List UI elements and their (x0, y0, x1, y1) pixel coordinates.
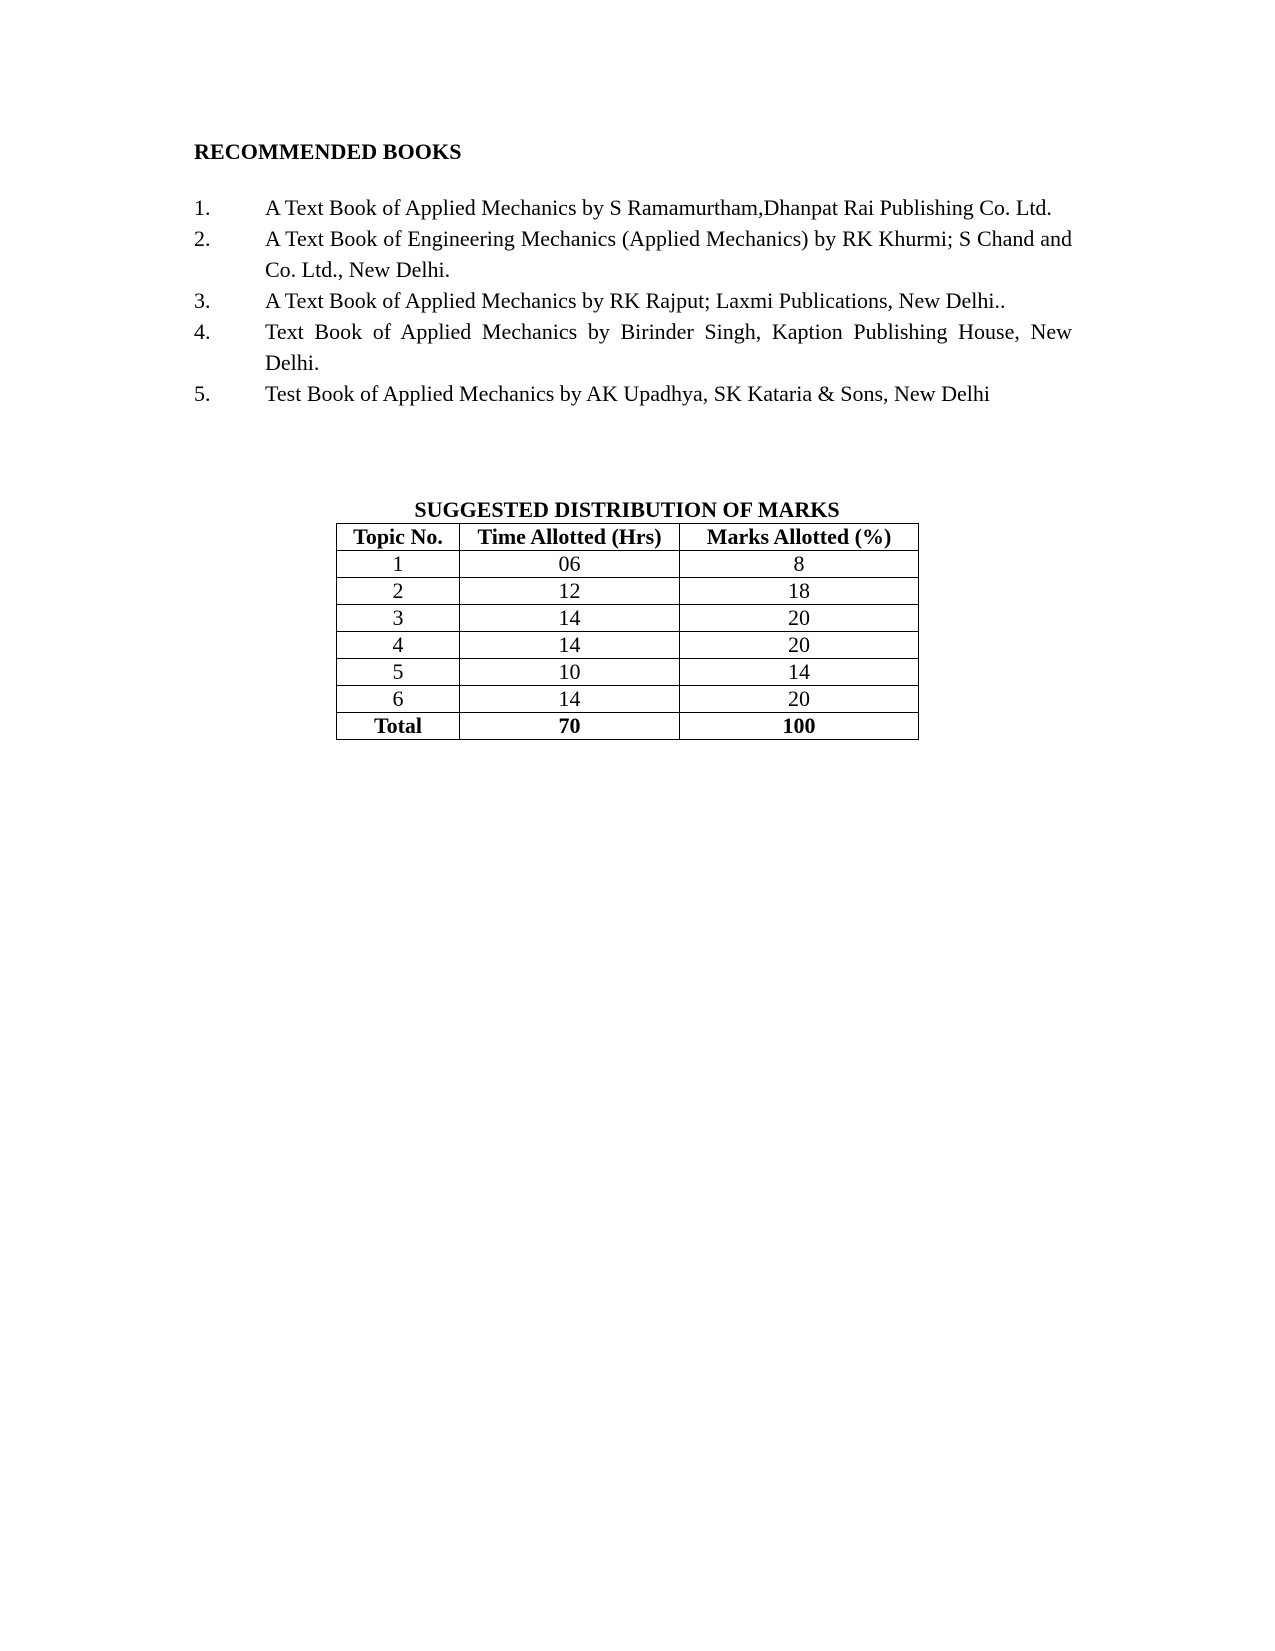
table-header-row (337, 524, 919, 551)
section-heading: RECOMMENDED BOOKS (194, 139, 462, 164)
table-cell: 4 (337, 632, 460, 659)
table-cell: 1 (337, 551, 460, 578)
list-item-text: Test Book of Applied Mechanics by AK Upadhya, SK Kataria & Sons, New Delhi (265, 381, 990, 406)
table-total-row (337, 713, 919, 740)
table-cell: 18 (680, 578, 919, 605)
list-item (194, 223, 1072, 285)
total-marks-cell: 100 (680, 713, 919, 740)
list-item-number: 2. (194, 226, 211, 251)
table-row (337, 578, 919, 605)
table-cell: 20 (680, 605, 919, 632)
table-cell: 2 (337, 578, 460, 605)
column-header-marks: Marks Allotted (%) (680, 524, 919, 551)
table-cell: 20 (680, 632, 919, 659)
list-item-number: 5. (194, 381, 211, 406)
table-cell: 12 (460, 578, 680, 605)
list-item-text: A Text Book of Applied Mechanics by S Ramamurtham,Dhanpat Rai Publishing Co. Ltd. (265, 195, 1052, 220)
table-cell: 8 (680, 551, 919, 578)
list-item-text: A Text Book of Applied Mechanics by RK Rajput; Laxmi Publications, New Delhi.. (265, 288, 1006, 313)
list-item (194, 316, 1072, 378)
table-cell: 5 (337, 659, 460, 686)
list-item-text: A Text Book of Engineering Mechanics (Applied Mechanics) by RK Khurmi; S Chand and Co. Ltd., New Delhi. (265, 226, 1072, 282)
list-item-text: Text Book of Applied Mechanics by Birinder Singh, Kaption Publishing House, New Delhi. (265, 319, 1072, 375)
list-item (194, 285, 1072, 316)
list-item (194, 192, 1072, 223)
marks-distribution-block (336, 497, 918, 740)
table-row (337, 605, 919, 632)
table-cell: 6 (337, 686, 460, 713)
table-row (337, 632, 919, 659)
table-cell: 20 (680, 686, 919, 713)
table-cell: 14 (460, 686, 680, 713)
list-item-number: 4. (194, 319, 211, 344)
recommended-books-list (194, 192, 1072, 409)
total-label-cell: Total (337, 713, 460, 740)
total-time-cell: 70 (460, 713, 680, 740)
column-header-topic: Topic No. (337, 524, 460, 551)
table-cell: 14 (460, 605, 680, 632)
table-row (337, 659, 919, 686)
table-cell: 14 (680, 659, 919, 686)
list-item-number: 3. (194, 288, 211, 313)
table-cell: 06 (460, 551, 680, 578)
marks-distribution-table (336, 523, 919, 740)
table-row (337, 551, 919, 578)
table-cell: 10 (460, 659, 680, 686)
table-row (337, 686, 919, 713)
table-cell: 3 (337, 605, 460, 632)
table-title: SUGGESTED DISTRIBUTION OF MARKS (414, 497, 840, 522)
table-cell: 14 (460, 632, 680, 659)
list-item-number: 1. (194, 195, 211, 220)
list-item (194, 378, 1072, 409)
column-header-time: Time Allotted (Hrs) (460, 524, 680, 551)
